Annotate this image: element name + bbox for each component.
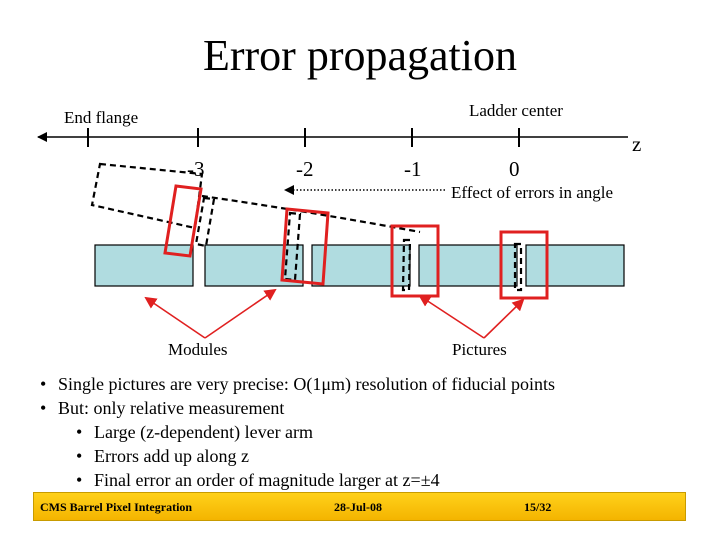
pictures-pointer xyxy=(484,300,523,338)
bullet-list xyxy=(40,372,555,492)
bullet-item: • Single pictures are very precise: O(1μm) resolution of fiducial points xyxy=(40,374,556,394)
footer-page: 15/32 xyxy=(524,500,552,514)
footer-date: 28-Jul-08 xyxy=(334,500,382,514)
z-axis-label: z xyxy=(632,132,642,156)
modules-pointer xyxy=(205,290,275,338)
tick-label: 0 xyxy=(509,157,520,181)
tick-label: -2 xyxy=(296,157,314,181)
effect-label: Effect of errors in angle xyxy=(451,183,614,202)
bullet-item: • Errors add up along z xyxy=(76,446,249,466)
error-trend-line xyxy=(202,196,420,232)
pictures-pointer xyxy=(420,296,484,338)
ladder-center-label: Ladder center xyxy=(469,101,563,120)
end-flange-label: End flange xyxy=(64,108,139,127)
slide-title: Error propagation xyxy=(203,31,517,80)
module xyxy=(95,245,193,286)
modules-label: Modules xyxy=(168,340,228,359)
pictures-label: Pictures xyxy=(452,340,507,359)
footer-bar xyxy=(33,492,686,521)
bullet-item: • But: only relative measurement xyxy=(40,398,285,418)
tick-label: -3 xyxy=(187,157,205,181)
module xyxy=(526,245,624,286)
tilted-module-outline xyxy=(92,164,202,228)
bullet-item: • Final error an order of magnitude larger at z=±4 xyxy=(76,470,440,490)
modules-pointer xyxy=(146,298,205,338)
bullet-item: • Large (z-dependent) lever arm xyxy=(76,422,314,442)
footer-left: CMS Barrel Pixel Integration xyxy=(40,500,193,514)
tick-label: -1 xyxy=(404,157,422,181)
